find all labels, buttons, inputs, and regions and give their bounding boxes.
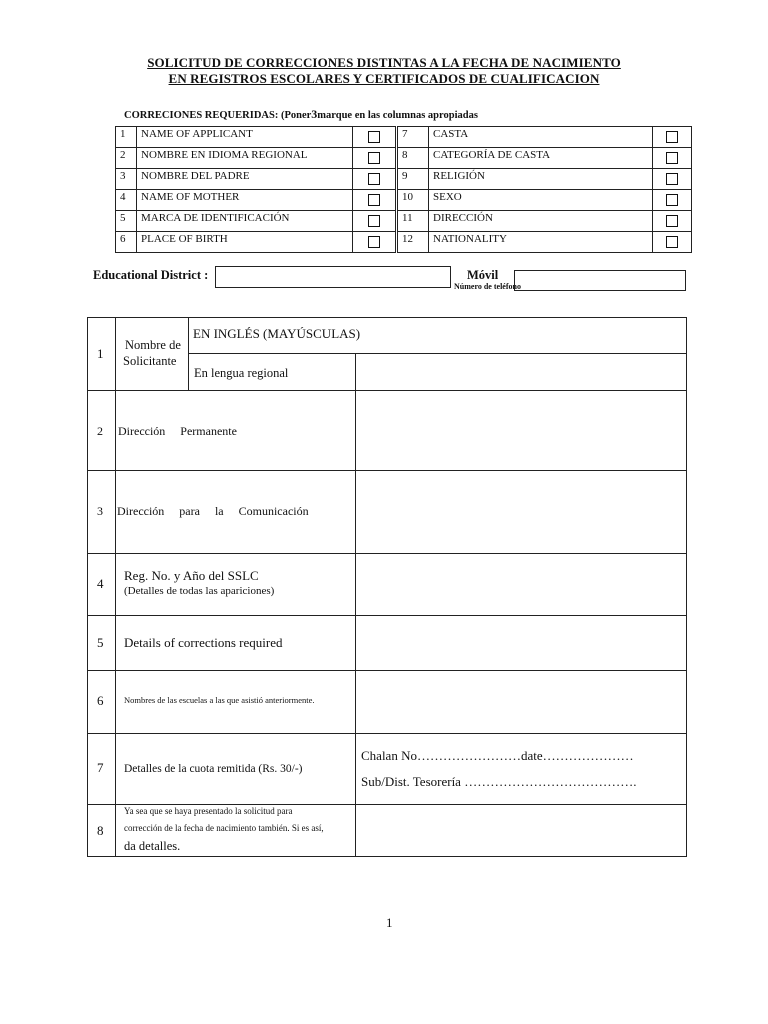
corrections-details-label: Details of corrections required <box>124 635 283 650</box>
item-number: 7 <box>398 127 429 148</box>
corrections-details-field[interactable] <box>356 616 685 669</box>
item-number: 6 <box>116 232 137 253</box>
row-number: 6 <box>97 693 104 708</box>
corrections-row <box>116 127 692 148</box>
applicant-name-label-line-1: Nombre de <box>125 338 181 352</box>
name-regional-language-label: En lengua regional <box>194 366 289 380</box>
applicant-name-label-line-2: Solicitante <box>123 354 177 368</box>
item-label: NAME OF APPLICANT <box>137 127 353 148</box>
chalan-number-field[interactable]: Chalan No……………………date………………… <box>361 748 634 763</box>
item-number: 5 <box>116 211 137 232</box>
row-number: 5 <box>97 635 104 650</box>
item-label: NATIONALITY <box>429 232 653 253</box>
checkbox-direccion[interactable] <box>666 215 678 227</box>
corrections-row <box>116 232 692 253</box>
page-number: 1 <box>386 915 393 930</box>
name-regional-language-field[interactable] <box>356 354 685 389</box>
item-label: RELIGIÓN <box>429 169 653 190</box>
item-number: 4 <box>116 190 137 211</box>
checkbox-marca-identificacion[interactable] <box>368 215 380 227</box>
sslc-reg-label: Reg. No. y Año del SSLC <box>124 568 259 583</box>
row-number: 8 <box>97 823 104 838</box>
row-number: 7 <box>97 760 104 775</box>
checkbox-categoria-casta[interactable] <box>666 152 678 164</box>
dob-correction-question-line-3: da detalles. <box>124 839 181 853</box>
corrections-row <box>116 211 692 232</box>
dob-correction-field[interactable] <box>356 805 685 855</box>
communication-address-label: Dirección para la Comunicación <box>117 504 309 518</box>
form-title-line-2: EN REGISTROS ESCOLARES Y CERTIFICADOS DE CUALIFICACION <box>168 71 600 86</box>
item-number: 12 <box>398 232 429 253</box>
permanent-address-label: Dirección Permanente <box>118 424 237 438</box>
row-number: 2 <box>97 424 103 438</box>
checkbox-religion[interactable] <box>666 173 678 185</box>
row-number: 1 <box>97 346 104 361</box>
previous-schools-field[interactable] <box>356 671 685 732</box>
educational-district-field[interactable] <box>215 266 451 288</box>
item-label: CATEGORÍA DE CASTA <box>429 148 653 169</box>
dob-correction-question-line-2: corrección de la fecha de nacimiento también. Si es así, <box>124 823 324 833</box>
application-form-table <box>87 317 687 857</box>
educational-district-label: Educational District : <box>93 268 209 282</box>
previous-schools-label: Nombres de las escuelas a las que asistió anteriormente. <box>124 695 315 705</box>
item-label: NOMBRE DEL PADRE <box>137 169 353 190</box>
corrections-required-label: CORRECIONES REQUERIDAS: (Poner3marque en las columnas apropiadas <box>124 107 478 121</box>
item-label: SEXO <box>429 190 653 211</box>
fee-details-label: Detalles de la cuota remitida (Rs. 30/-) <box>124 763 303 775</box>
corrections-table <box>115 126 692 253</box>
item-number: 10 <box>398 190 429 211</box>
corrections-row <box>116 148 692 169</box>
checkbox-name-of-mother[interactable] <box>368 194 380 206</box>
item-label: CASTA <box>429 127 653 148</box>
dob-correction-question-line-1: Ya sea que se haya presentado la solicitud para <box>124 806 293 816</box>
item-number: 3 <box>116 169 137 190</box>
row-number: 4 <box>97 576 104 591</box>
permanent-address-field[interactable] <box>356 391 685 469</box>
corrections-row <box>116 190 692 211</box>
checkbox-place-of-birth[interactable] <box>368 236 380 248</box>
movil-label: Móvil <box>467 268 499 282</box>
checkbox-nombre-padre[interactable] <box>368 173 380 185</box>
name-in-english-label: EN INGLÉS (MAYÚSCULAS) <box>193 326 361 341</box>
checkbox-name-of-applicant[interactable] <box>368 131 380 143</box>
item-label: DIRECCIÓN <box>429 211 653 232</box>
item-number: 9 <box>398 169 429 190</box>
movil-field[interactable] <box>514 270 686 291</box>
checkbox-nationality[interactable] <box>666 236 678 248</box>
row-number: 3 <box>97 504 103 518</box>
item-label: NAME OF MOTHER <box>137 190 353 211</box>
corrections-row <box>116 169 692 190</box>
item-number: 8 <box>398 148 429 169</box>
treasury-field[interactable]: Sub/Dist. Tesorería …………………………………. <box>361 774 637 789</box>
sslc-reg-sublabel: (Detalles de todas las apariciones) <box>124 585 275 597</box>
checkbox-sexo[interactable] <box>666 194 678 206</box>
item-label: NOMBRE EN IDIOMA REGIONAL <box>137 148 353 169</box>
checkbox-casta[interactable] <box>666 131 678 143</box>
telefono-label: Número de teléfono <box>454 282 521 291</box>
item-label: MARCA DE IDENTIFICACIÓN <box>137 211 353 232</box>
name-in-english-field[interactable] <box>356 318 685 352</box>
form-title-line-1: SOLICITUD DE CORRECCIONES DISTINTAS A LA FECHA DE NACIMIENTO <box>147 55 621 70</box>
item-number: 2 <box>116 148 137 169</box>
communication-address-field[interactable] <box>356 471 685 552</box>
item-number: 11 <box>398 211 429 232</box>
item-label: PLACE OF BIRTH <box>137 232 353 253</box>
checkbox-nombre-idioma-regional[interactable] <box>368 152 380 164</box>
item-number: 1 <box>116 127 137 148</box>
sslc-reg-field[interactable] <box>356 554 685 614</box>
